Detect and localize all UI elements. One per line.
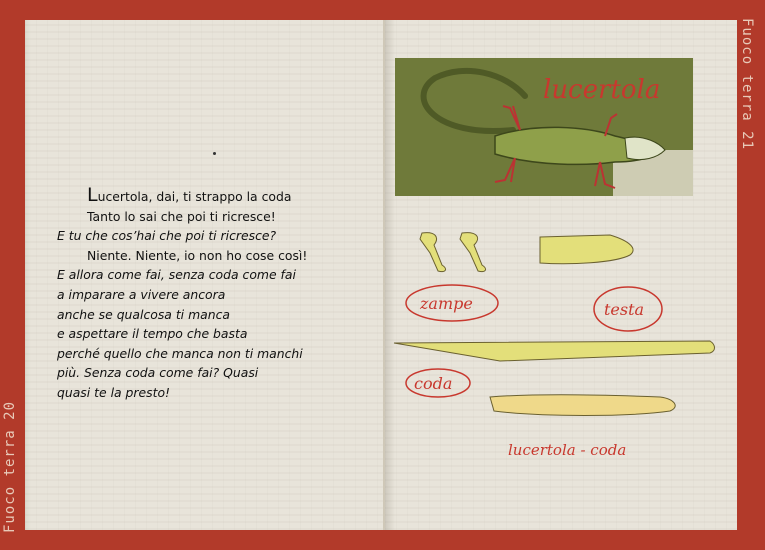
coda-label: coda [414, 374, 453, 393]
poem-line: perché quello che manca non ti manchi [57, 345, 303, 361]
poem [57, 186, 377, 403]
poem-line: anche se qualcosa ti manca [57, 306, 230, 322]
title-word: lucertola [543, 75, 661, 105]
poem-line: E tu che cos’hai che poi ti ricresce? [57, 228, 277, 244]
poem-line: più. Senza coda come fai? Quasi [57, 365, 259, 381]
lizard-panel-drawing [395, 58, 695, 198]
left-page [25, 20, 385, 530]
tail-drawing [394, 341, 715, 361]
zampe-label: zampe [420, 294, 473, 313]
leg-drawing [420, 233, 445, 272]
parts-drawing [390, 225, 720, 460]
poem-line-1: Lucertola, dai, ti strappo la coda [87, 184, 292, 206]
caption-label: lucertola - coda [508, 441, 627, 459]
speck [213, 152, 216, 155]
folio-left: Fuoco terra 20 [2, 400, 18, 533]
leg-drawing [460, 233, 485, 272]
poem-line: Tanto lo sai che poi ti ricresce! [87, 208, 276, 224]
folio-right: Fuoco terra 21 [739, 18, 755, 151]
poem-line: e aspettare il tempo che basta [57, 326, 248, 342]
poem-line: Niente. Niente, io non ho cose così! [87, 247, 308, 263]
poem-line: a imparare a vivere ancora [57, 286, 226, 302]
testa-label: testa [604, 300, 645, 319]
poem-line: quasi te la presto! [57, 384, 170, 400]
tailless-lizard-drawing [490, 395, 675, 416]
head-drawing [540, 235, 633, 264]
poem-line: E allora come fai, senza coda come fai [57, 267, 296, 283]
drop-cap: L [87, 184, 98, 206]
